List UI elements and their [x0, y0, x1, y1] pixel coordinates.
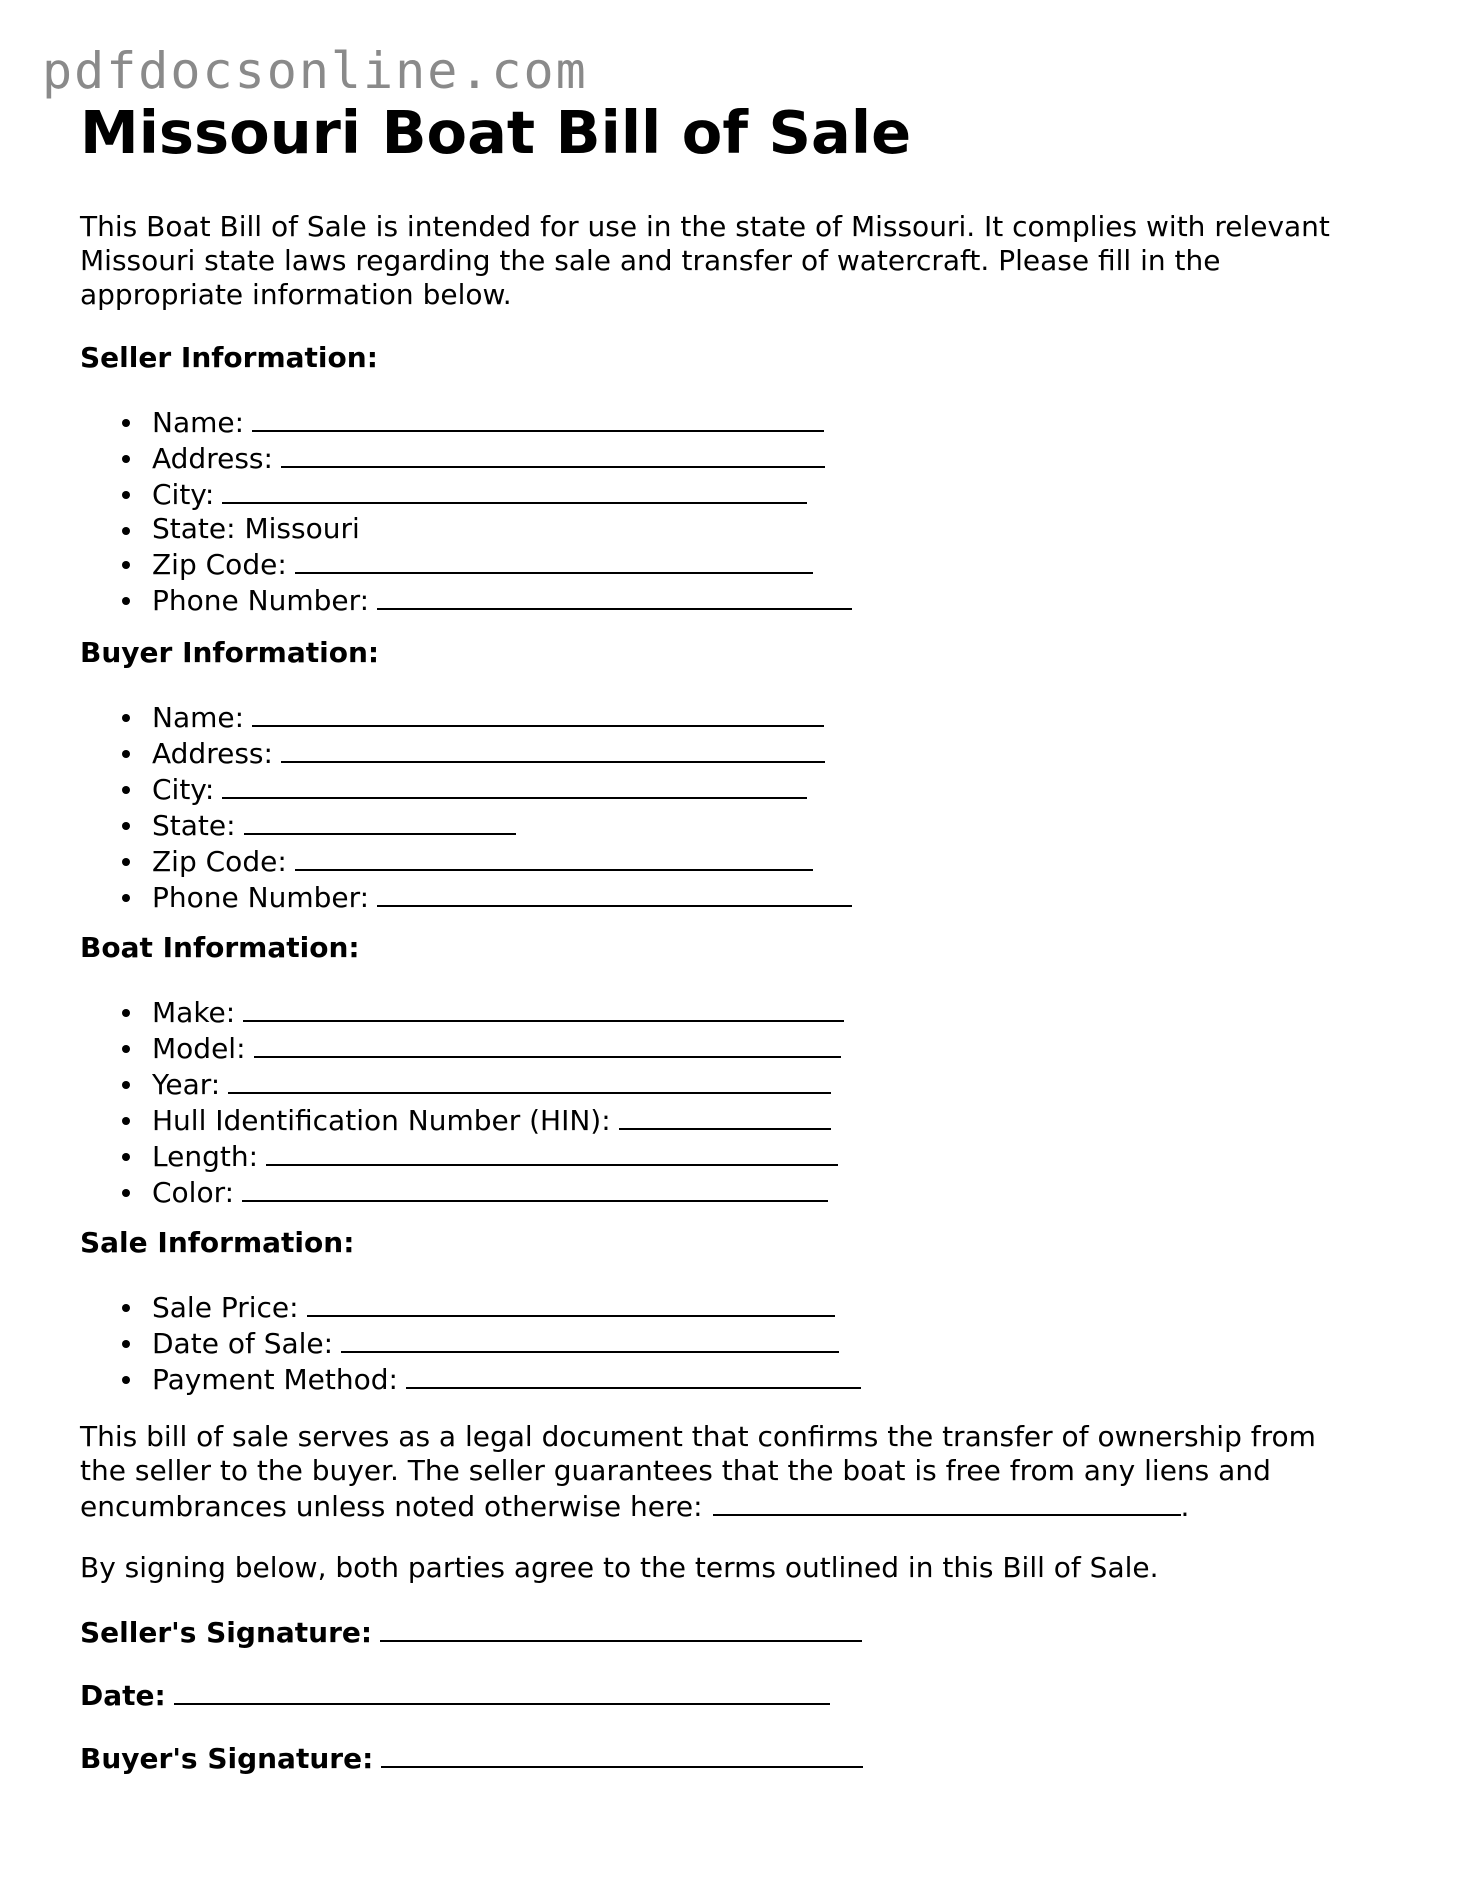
buyer-phone-field[interactable] [80, 879, 852, 915]
boat-year-blank[interactable] [228, 1066, 831, 1094]
payment-method-blank[interactable] [406, 1361, 861, 1389]
seller-name-label: Name: [152, 406, 245, 439]
watermark: pdfdocsonline.com [42, 42, 588, 100]
document-title: Missouri Boat Bill of Sale [80, 98, 912, 167]
boat-length-field[interactable] [80, 1138, 844, 1174]
boat-model-blank[interactable] [254, 1030, 841, 1058]
sale-date-blank[interactable] [341, 1325, 839, 1353]
seller-phone-field[interactable] [80, 582, 852, 618]
buyer-name-label: Name: [152, 701, 245, 734]
seller-signature-line[interactable] [80, 1614, 862, 1650]
seller-signature-label: Seller's Signature: [80, 1616, 373, 1649]
boat-length-blank[interactable] [266, 1138, 838, 1166]
buyer-city-label: City: [152, 773, 215, 806]
sale-date-label: Date of Sale: [152, 1327, 334, 1360]
buyer-city-field[interactable] [80, 771, 852, 807]
seller-phone-blank[interactable] [377, 582, 852, 610]
boat-length-label: Length: [152, 1140, 259, 1173]
intro-paragraph: This Boat Bill of Sale is intended for use in the state of Missouri. It complies with relevant Missouri state laws regarding the sale and transfer of watercraft. Please fill in the appropriate information below. [80, 210, 1330, 311]
sale-price-label: Sale Price: [152, 1291, 299, 1324]
seller-zip-field[interactable] [80, 546, 852, 582]
sale-date-field[interactable] [80, 1325, 861, 1361]
seller-zip-blank[interactable] [295, 546, 813, 574]
buyer-fields [80, 699, 852, 915]
boat-fields [80, 994, 844, 1210]
seller-address-field[interactable] [80, 440, 852, 476]
seller-zip-label: Zip Code: [152, 548, 287, 581]
boat-make-blank[interactable] [243, 994, 844, 1022]
seller-city-field[interactable] [80, 476, 852, 512]
buyer-state-label: State: [152, 809, 236, 842]
buyer-phone-blank[interactable] [377, 879, 852, 907]
boat-hin-field[interactable] [80, 1102, 844, 1138]
seller-city-blank[interactable] [222, 476, 807, 504]
boat-hin-blank[interactable] [619, 1102, 831, 1130]
buyer-address-label: Address: [152, 737, 273, 770]
seller-state-label: State: Missouri [152, 512, 360, 545]
liens-note-blank[interactable] [713, 1488, 1181, 1516]
signature-date-line[interactable] [80, 1677, 830, 1713]
boat-color-blank[interactable] [242, 1174, 828, 1202]
boat-year-field[interactable] [80, 1066, 844, 1102]
sale-price-blank[interactable] [307, 1289, 835, 1317]
buyer-section-heading: Buyer Information: [80, 636, 380, 669]
boat-hin-label: Hull Identification Number (HIN): [152, 1104, 611, 1137]
seller-address-label: Address: [152, 442, 273, 475]
payment-method-field[interactable] [80, 1361, 861, 1397]
agreement-paragraph: By signing below, both parties agree to the terms outlined in this Bill of Sale. [80, 1551, 1159, 1584]
boat-make-label: Make: [152, 996, 236, 1029]
buyer-phone-label: Phone Number: [152, 881, 370, 914]
buyer-address-field[interactable] [80, 735, 852, 771]
boat-color-label: Color: [152, 1176, 235, 1209]
buyer-state-blank[interactable] [244, 807, 516, 835]
seller-name-field[interactable] [80, 404, 852, 440]
seller-phone-label: Phone Number: [152, 584, 370, 617]
boat-make-field[interactable] [80, 994, 844, 1030]
ownership-text: This bill of sale serves as a legal document that confirms the transfer of ownership from the seller to the buyer. The seller guarantees that the boat is free from any liens and encumbrances unless noted otherwise here: [80, 1420, 1316, 1523]
boat-year-label: Year: [152, 1068, 221, 1101]
seller-state-field [80, 512, 852, 546]
seller-fields [80, 404, 852, 618]
buyer-signature-line[interactable] [80, 1740, 863, 1776]
buyer-zip-field[interactable] [80, 843, 852, 879]
signature-date-blank[interactable] [174, 1677, 830, 1705]
seller-signature-blank[interactable] [380, 1614, 862, 1642]
ownership-end: . [1180, 1490, 1190, 1523]
sale-price-field[interactable] [80, 1289, 861, 1325]
buyer-name-blank[interactable] [252, 699, 824, 727]
seller-section-heading: Seller Information: [80, 341, 378, 374]
sale-fields [80, 1289, 861, 1397]
buyer-signature-label: Buyer's Signature: [80, 1742, 374, 1775]
boat-section-heading: Boat Information: [80, 931, 360, 964]
buyer-zip-label: Zip Code: [152, 845, 287, 878]
buyer-address-blank[interactable] [281, 735, 825, 763]
boat-model-label: Model: [152, 1032, 246, 1065]
payment-method-label: Payment Method: [152, 1363, 398, 1396]
seller-city-label: City: [152, 478, 215, 511]
buyer-city-blank[interactable] [222, 771, 807, 799]
seller-name-blank[interactable] [252, 404, 824, 432]
boat-color-field[interactable] [80, 1174, 844, 1210]
buyer-name-field[interactable] [80, 699, 852, 735]
boat-model-field[interactable] [80, 1030, 844, 1066]
buyer-zip-blank[interactable] [295, 843, 813, 871]
sale-section-heading: Sale Information: [80, 1226, 355, 1259]
seller-address-blank[interactable] [281, 440, 825, 468]
buyer-state-field[interactable] [80, 807, 852, 843]
buyer-signature-blank[interactable] [381, 1740, 863, 1768]
ownership-paragraph [80, 1420, 1370, 1524]
signature-date-label: Date: [80, 1679, 166, 1712]
